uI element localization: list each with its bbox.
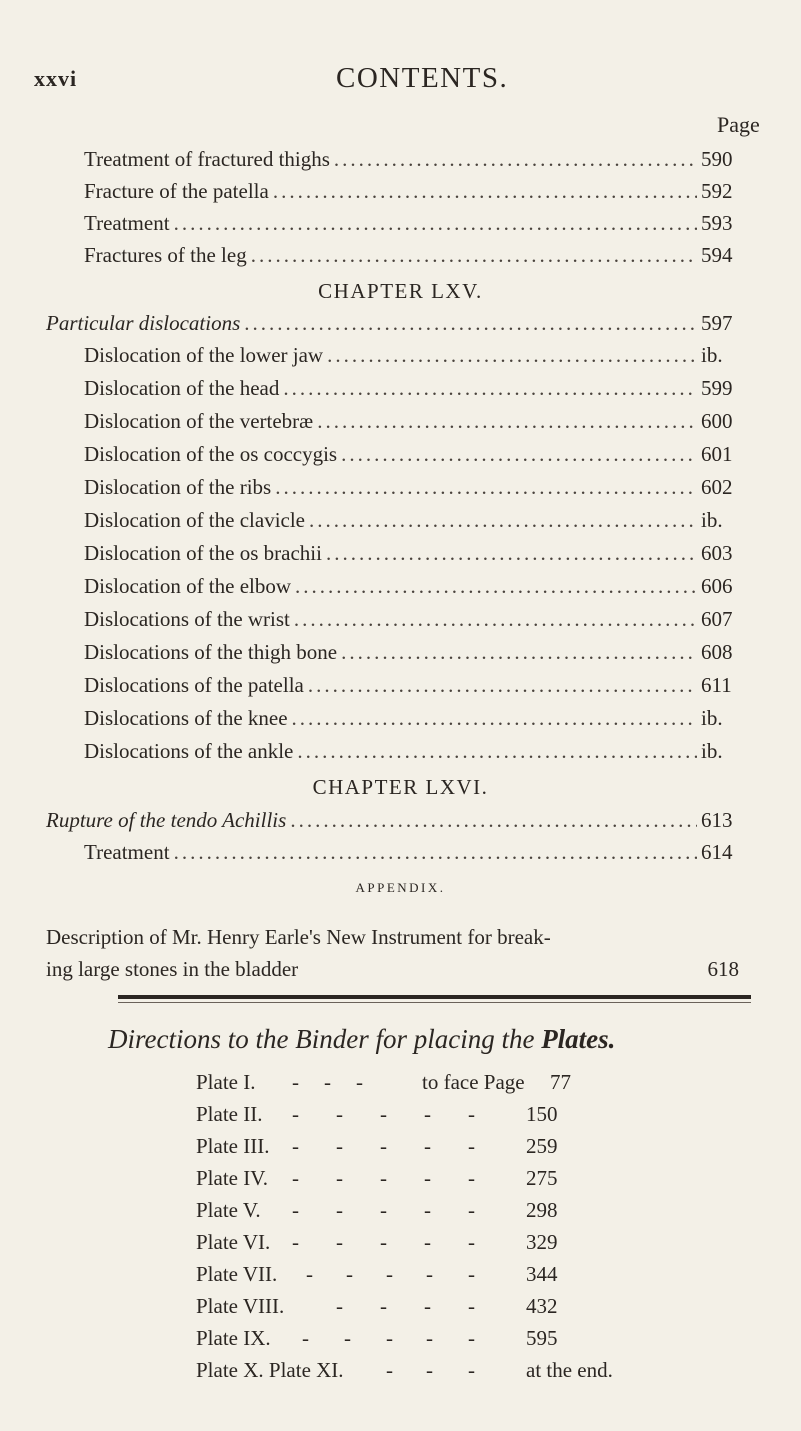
entry-label: Dislocations of the wrist <box>84 607 290 631</box>
plate-page: 259 <box>526 1134 558 1158</box>
toc-section <box>46 808 739 838</box>
entry-label: Dislocation of the os brachii <box>84 541 322 565</box>
directions-heading-plates: Plates. <box>541 1024 616 1054</box>
plate-row: Plate IX. - - - - - 595 <box>196 1326 558 1350</box>
plate-row: Plate II. - - - - - 150 <box>196 1102 558 1126</box>
plate-row: Plate I. - - - to face Page 77 <box>196 1070 571 1094</box>
plate-label: Plate VIII. <box>196 1294 285 1318</box>
toc-entry <box>84 574 739 604</box>
leader-dots <box>327 343 697 368</box>
entry-page: ib. <box>701 706 723 730</box>
toc-section <box>46 311 739 341</box>
entry-page: 599 <box>701 376 733 400</box>
plate-label: Plate IV. <box>196 1166 268 1190</box>
plate-page: 432 <box>526 1294 558 1318</box>
entry-label: Dislocation of the os coccygis <box>84 442 338 466</box>
page-column-label: Page <box>717 112 760 137</box>
plate-row: Plate IV. - - - - - 275 <box>196 1166 558 1190</box>
entry-page: 618 <box>707 957 739 981</box>
leader-dots <box>292 706 697 731</box>
plate-label: Plate VI. <box>196 1230 271 1254</box>
entry-page: 601 <box>701 442 733 466</box>
toc-entry <box>84 706 739 736</box>
leader-dots <box>326 541 697 566</box>
toc-entry <box>84 840 739 870</box>
toc-entry <box>84 243 739 273</box>
toc-entry <box>84 640 739 670</box>
leader-dots <box>251 243 697 268</box>
entry-label: Dislocation of the head <box>84 376 280 400</box>
plate-label: Plate I. <box>196 1070 256 1094</box>
entry-page: 597 <box>701 311 733 335</box>
plate-page: 329 <box>526 1230 558 1254</box>
plate-page: 344 <box>526 1262 558 1286</box>
entry-page: 592 <box>701 179 733 203</box>
entry-label: Dislocation of the elbow <box>84 574 292 598</box>
plate-row: Plate VII. - - - - - 344 <box>196 1262 558 1286</box>
leader-dots <box>295 574 697 599</box>
plate-page: 275 <box>526 1166 558 1190</box>
leader-dots <box>273 179 697 204</box>
entry-page: 593 <box>701 211 733 235</box>
leader-dots <box>174 211 697 236</box>
entry-label: Dislocation of the clavicle <box>84 508 306 532</box>
chapter-heading: CHAPTER LXV. <box>318 279 483 303</box>
directions-heading <box>108 1024 615 1055</box>
leader-dots <box>308 673 697 698</box>
entry-label: Dislocations of the ankle <box>84 739 294 763</box>
toc-entry <box>84 673 739 703</box>
directions-heading-text: Directions to the Binder for placing the <box>108 1024 535 1054</box>
appendix-heading: APPENDIX. <box>355 880 446 895</box>
entry-label: Treatment <box>84 840 170 864</box>
divider-rule <box>118 995 751 999</box>
toc-entry <box>84 211 739 241</box>
leader-dots <box>341 640 697 665</box>
plate-label: Plate X. Plate XI. <box>196 1358 344 1382</box>
toc-entry <box>84 739 739 769</box>
toc-entry <box>84 607 739 637</box>
leader-dots <box>317 409 697 434</box>
entry-page: 611 <box>701 673 732 697</box>
plate-label: Plate VII. <box>196 1262 278 1286</box>
plate-row: Plate III. - - - - - 259 <box>196 1134 558 1158</box>
leader-dots <box>309 508 697 533</box>
leader-dots <box>294 607 697 632</box>
toc-entry <box>84 442 739 472</box>
leader-dots <box>334 147 697 172</box>
plate-page: 150 <box>526 1102 558 1126</box>
toc-entry <box>84 409 739 439</box>
entry-page: ib. <box>701 739 723 763</box>
entry-label: Dislocation of the lower jaw <box>84 343 324 367</box>
leader-dots <box>244 311 697 336</box>
plate-page: 298 <box>526 1198 558 1222</box>
entry-page: ib. <box>701 508 723 532</box>
entry-page: 602 <box>701 475 733 499</box>
entry-label: Dislocation of the vertebræ <box>84 409 314 433</box>
appendix-entry-label: ing large stones in the bladder <box>46 957 299 981</box>
entry-label: Dislocations of the patella <box>84 673 304 697</box>
leader-dots <box>174 840 697 865</box>
plate-label: Plate IX. <box>196 1326 271 1350</box>
entry-page: 590 <box>701 147 733 171</box>
toc-entry <box>84 343 739 373</box>
entry-page: 594 <box>701 243 733 267</box>
toc-entry <box>84 147 739 177</box>
entry-page: 614 <box>701 840 733 864</box>
leader-dots <box>297 739 697 764</box>
divider-rule-thin <box>118 1002 751 1003</box>
plate-page: at the end. <box>526 1358 613 1382</box>
toc-entry <box>84 179 739 209</box>
chapter-heading: CHAPTER LXVI. <box>312 775 489 799</box>
to-face-label: to face Page <box>422 1070 525 1094</box>
leader-dots <box>290 808 697 833</box>
plate-row: Plate VIII. - - - - 432 <box>196 1294 558 1318</box>
toc-entry <box>84 541 739 571</box>
entry-label: Dislocations of the thigh bone <box>84 640 338 664</box>
entry-page: ib. <box>701 343 723 367</box>
page-numeral: xxvi <box>34 66 78 91</box>
entry-page: 613 <box>701 808 733 832</box>
page-title: CONTENTS. <box>336 62 509 94</box>
plate-label: Plate II. <box>196 1102 263 1126</box>
appendix-entry-line2 <box>46 957 739 982</box>
entry-label: Fracture of the patella <box>84 179 269 203</box>
section-label: Particular dislocations <box>46 311 241 335</box>
entry-label: Treatment <box>84 211 170 235</box>
plate-row: Plate VI. - - - - - 329 <box>196 1230 558 1254</box>
toc-entry <box>84 376 739 406</box>
section-label: Rupture of the tendo Achillis <box>46 808 287 832</box>
entry-page: 608 <box>701 640 733 664</box>
entry-page: 600 <box>701 409 733 433</box>
entry-label: Fractures of the leg <box>84 243 247 267</box>
leader-dots <box>341 442 697 467</box>
toc-entry <box>84 508 739 538</box>
plate-label: Plate III. <box>196 1134 270 1158</box>
entry-page: 606 <box>701 574 733 598</box>
entry-label: Treatment of fractured thighs <box>84 147 330 171</box>
entry-page: 607 <box>701 607 733 631</box>
entry-label: Dislocation of the ribs <box>84 475 272 499</box>
plate-row: Plate V. - - - - - 298 <box>196 1198 558 1222</box>
leader-dots <box>283 376 697 401</box>
plate-row: Plate X. Plate XI. - - - at the end. <box>196 1358 613 1382</box>
plate-page: 77 <box>550 1070 571 1094</box>
toc-entry <box>84 475 739 505</box>
plate-label: Plate V. <box>196 1198 261 1222</box>
appendix-entry-line1: Description of Mr. Henry Earle's New Instrument for break- <box>46 925 551 949</box>
entry-page: 603 <box>701 541 733 565</box>
leader-dots <box>275 475 697 500</box>
plate-page: 595 <box>526 1326 558 1350</box>
entry-label: Dislocations of the knee <box>84 706 288 730</box>
